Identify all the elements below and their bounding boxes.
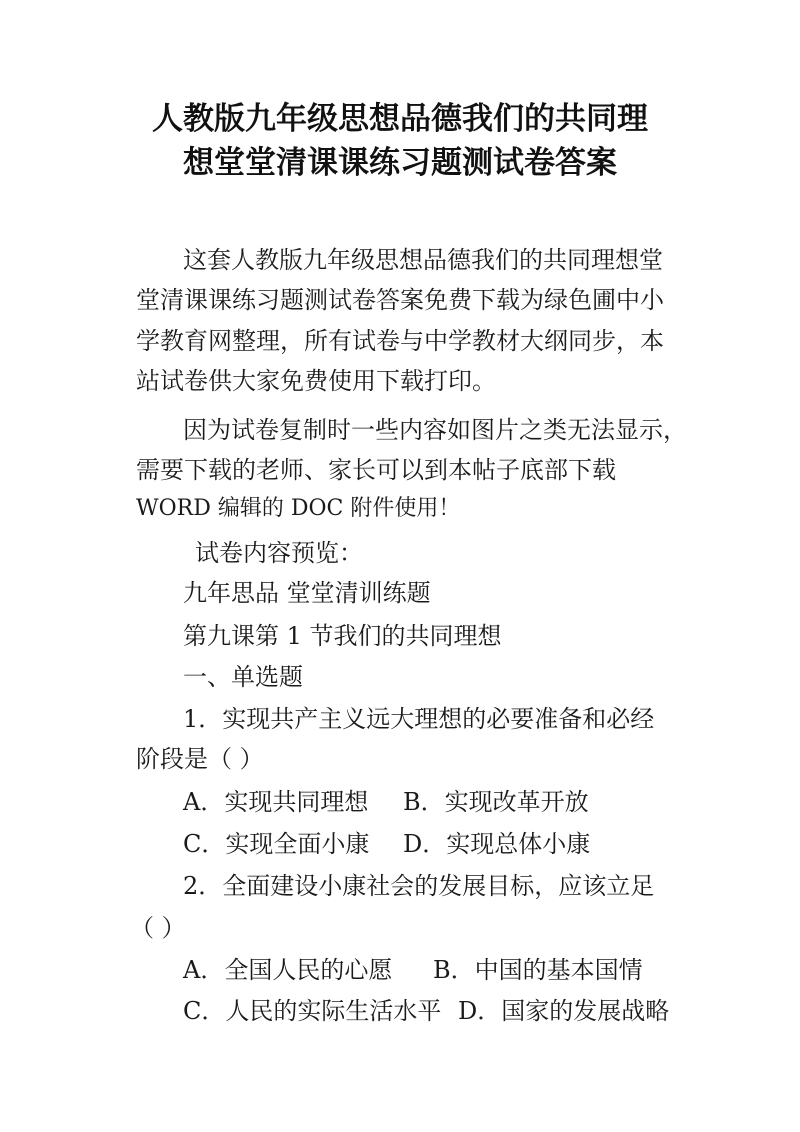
question-2-options-row-1 <box>183 958 643 982</box>
question-1-option-b: B．实现改革开放 <box>403 788 589 816</box>
question-2-option-c: C．人民的实际生活水平 <box>183 997 442 1025</box>
intro-paragraph-2-line-1: 因为试卷复制时一些内容如图片之类无法显示， <box>183 416 687 444</box>
document-title-line-1: 人教版九年级思想品德我们的共同理 <box>152 101 648 137</box>
intro-paragraph-1-line-2: 堂清课课练习题测试卷答案免费下载为绿色圃中小 <box>136 286 664 314</box>
question-1-option-c: C．实现全面小康 <box>183 830 370 858</box>
question-2-stem-line-1: 2．全面建设小康社会的发展目标，应该立足 <box>183 872 655 900</box>
question-1-stem-line-1: 1．实现共产主义远大理想的必要准备和必经 <box>183 705 655 733</box>
question-2-option-d: D．国家的发展战略 <box>458 997 670 1025</box>
question-1-options-row-2 <box>183 832 590 856</box>
question-1-option-d: D．实现总体小康 <box>403 830 591 858</box>
intro-paragraph-1-line-3: 学教育网整理，所有试卷与中学教材大纲同步，本 <box>136 327 664 355</box>
intro-paragraph-1-line-1: 这套人教版九年级思想品德我们的共同理想堂 <box>183 246 663 274</box>
lesson-heading: 第九课第 1 节我们的共同理想 <box>183 622 502 650</box>
intro-paragraph-2-line-2: 需要下载的老师、家长可以到本帖子底部下载 <box>136 456 616 484</box>
question-1-option-a: A．实现共同理想 <box>183 788 369 816</box>
question-2-options-row-2 <box>183 999 669 1023</box>
subject-heading: 九年思品 堂堂清训练题 <box>183 579 431 607</box>
question-1-options-row-1 <box>183 790 589 814</box>
intro-paragraph-1-line-4: 站试卷供大家免费使用下载打印。 <box>136 367 496 395</box>
question-1-stem-line-2: 阶段是（ ） <box>136 745 264 773</box>
question-2-option-a: A．全国人民的心愿 <box>183 956 393 984</box>
document-title-line-2: 想堂堂清课课练习题测试卷答案 <box>183 145 617 181</box>
preview-label: 试卷内容预览： <box>195 539 363 567</box>
part-heading: 一、单选题 <box>183 663 303 691</box>
question-2-option-b: B．中国的基本国情 <box>433 956 643 984</box>
question-2-stem-line-2: （ ） <box>130 914 186 942</box>
intro-paragraph-2-line-3: WORD 编辑的 DOC 附件使用！ <box>136 496 461 521</box>
